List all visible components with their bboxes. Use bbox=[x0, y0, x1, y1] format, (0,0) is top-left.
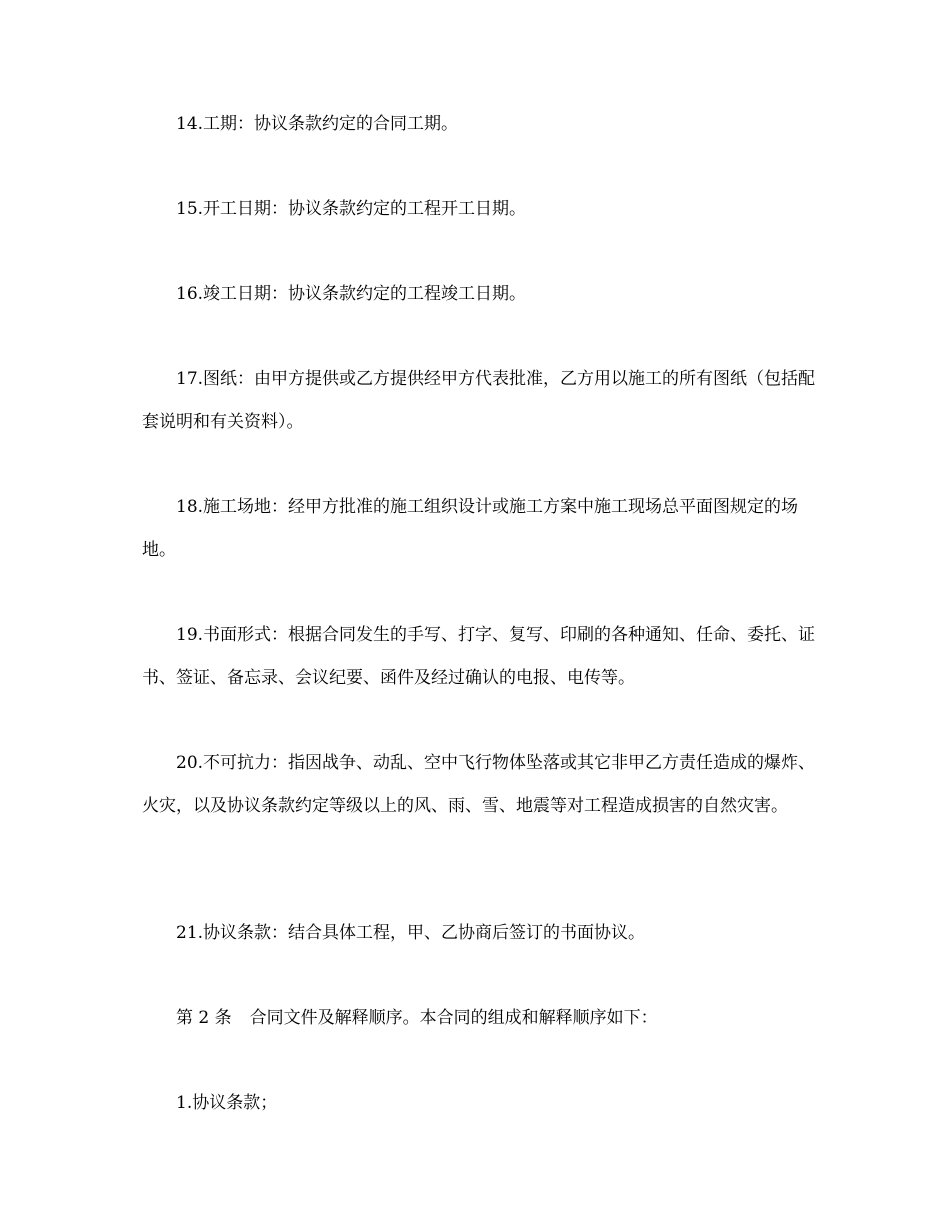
article-2-heading bbox=[142, 997, 822, 1040]
clause-18: 18.施工场地：经甲方批准的施工组织设计或施工方案中施工现场总平面图规定的场地。 bbox=[142, 497, 799, 560]
clause-14: 14.工期：协议条款约定的合同工期。 bbox=[176, 114, 459, 134]
clause-15: 15.开工日期：协议条款约定的工程开工日期。 bbox=[176, 199, 527, 219]
clause-16: 16.竣工日期：协议条款约定的工程竣工日期。 bbox=[176, 284, 527, 304]
article-2-text: 合同文件及解释顺序。本合同的组成和解释顺序如下： bbox=[249, 1008, 658, 1028]
clause-17: 17.图纸：由甲方提供或乙方提供经甲方代表批准，乙方用以施工的所有图纸（包括配套说明和有关资料）。 bbox=[142, 369, 816, 432]
article-2-number: 第 2 条 bbox=[176, 1008, 232, 1028]
list-item-1: 1.协议条款； bbox=[176, 1093, 278, 1113]
clause-20: 20.不可抗力：指因战争、动乱、空中飞行物体坠落或其它非甲乙方责任造成的爆炸、火灾，以及协议条款约定等级以上的风、雨、雪、地震等对工程造成损害的自然灾害。 bbox=[142, 753, 816, 816]
clause-19: 19.书面形式：根据合同发生的手写、打字、复写、印刷的各种通知、任命、委托、证书、签证、备忘录、会议纪要、函件及经过确认的电报、电传等。 bbox=[142, 625, 816, 688]
clause-21: 21.协议条款：结合具体工程，甲、乙协商后签订的书面协议。 bbox=[176, 923, 646, 943]
